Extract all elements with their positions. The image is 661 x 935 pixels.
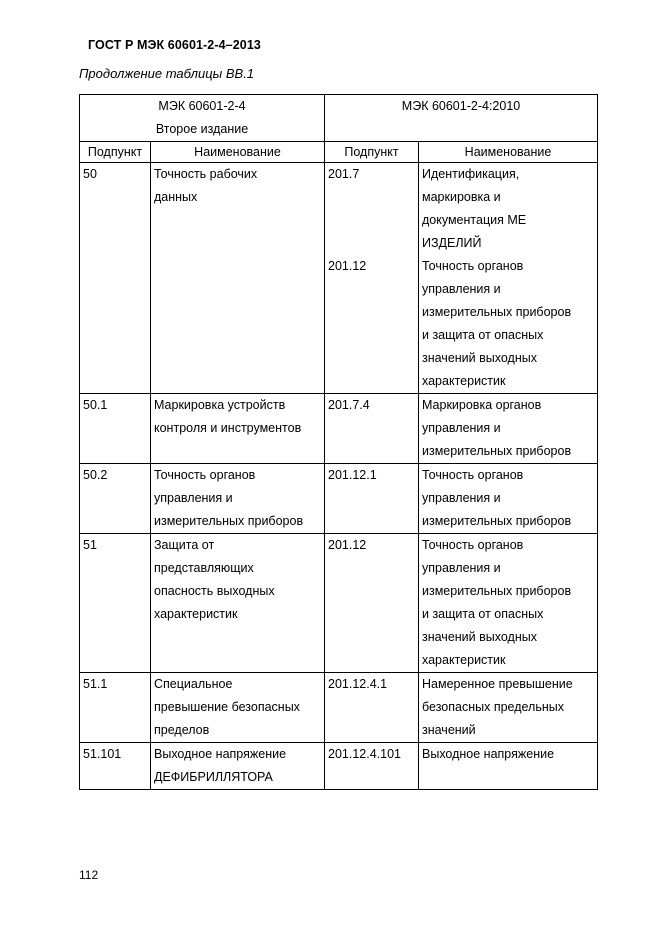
cell-text-line: измерительных приборов — [154, 514, 304, 528]
cell-text-line: 50 — [83, 167, 97, 181]
cell-spacer — [328, 209, 415, 232]
cell-text-line: ИЗДЕЛИЙ — [422, 236, 482, 250]
table-row — [80, 394, 598, 464]
cell-text-line: Точность органов — [422, 468, 524, 482]
cell-text-line: превышение безопасных — [154, 700, 300, 714]
subclause-cell — [325, 163, 419, 394]
cell-text-line: данных — [154, 190, 198, 204]
name-cell — [419, 464, 598, 534]
cell-text-line: документация МЕ — [422, 213, 527, 227]
name-cell — [419, 673, 598, 743]
document-header: ГОСТ Р МЭК 60601-2-4–2013 — [88, 38, 261, 52]
cell-text-line: 50.1 — [83, 398, 108, 412]
cell-text-line: значений — [422, 723, 476, 737]
subclause-cell — [325, 673, 419, 743]
cell-text-line: Специальное — [154, 677, 233, 691]
subclause-cell — [80, 534, 151, 673]
subclause-cell — [80, 743, 151, 790]
cell-text-line: 51.101 — [83, 747, 122, 761]
subclause-cell — [80, 673, 151, 743]
table-row — [80, 673, 598, 743]
name-cell — [151, 534, 325, 673]
column-header-subclause: Подпункт — [325, 142, 419, 163]
subclause-cell — [80, 394, 151, 464]
right-group-title: МЭК 60601-2-4:2010 — [401, 99, 521, 113]
cell-text-line: 201.7 — [328, 167, 360, 181]
cell-text-line: представляющих — [154, 561, 254, 575]
cell-spacer — [328, 186, 415, 209]
cell-text-line: Точность рабочих — [154, 167, 258, 181]
left-group-edition: Второе издание — [155, 122, 249, 136]
left-group-title: МЭК 60601-2-4 — [158, 99, 246, 113]
cell-text-line: 50.2 — [83, 468, 108, 482]
cell-text-line: Намеренное превышение — [422, 677, 573, 691]
cell-text-line: 51.1 — [83, 677, 108, 691]
subclause-cell — [80, 464, 151, 534]
cell-text-line: Точность органов — [422, 259, 524, 273]
cell-text-line: Защита от — [154, 538, 215, 552]
cell-text-line: управления и — [422, 421, 501, 435]
cell-text-line: измерительных приборов — [422, 444, 572, 458]
cell-text-line: опасность выходных — [154, 584, 275, 598]
cell-text-line: характеристик — [422, 374, 506, 388]
cell-text-line: 51 — [83, 538, 97, 552]
column-header-subclause: Подпункт — [80, 142, 151, 163]
cell-text-line: 201.12 — [328, 538, 367, 552]
cell-text-line: Точность органов — [154, 468, 256, 482]
cell-text-line: характеристик — [154, 607, 238, 621]
table-group-header-row — [80, 95, 598, 142]
cell-text-line: управления и — [422, 282, 501, 296]
table-column-header-row — [80, 142, 598, 163]
cell-text-line: и защита от опасных — [422, 607, 544, 621]
subclause-cell — [80, 163, 151, 394]
name-cell — [419, 163, 598, 394]
name-cell — [419, 394, 598, 464]
page-number: 112 — [79, 868, 99, 882]
cell-text-line: 201.12 — [328, 259, 367, 273]
cell-text-line: значений выходных — [422, 351, 537, 365]
cell-text-line: управления и — [154, 491, 233, 505]
subclause-cell — [325, 464, 419, 534]
name-cell — [151, 163, 325, 394]
column-header-name: Наименование — [151, 142, 325, 163]
cell-text-line: пределов — [154, 723, 210, 737]
cell-text-line: значений выходных — [422, 630, 537, 644]
cell-spacer — [328, 232, 415, 255]
name-cell — [151, 743, 325, 790]
cell-text-line: безопасных предельных — [422, 700, 564, 714]
subclause-cell — [325, 394, 419, 464]
right-group-header — [325, 95, 598, 142]
table-row — [80, 464, 598, 534]
cell-text-line: 201.12.4.101 — [328, 747, 401, 761]
cell-text-line: 201.12.1 — [328, 468, 377, 482]
cell-text-line: Маркировка органов — [422, 398, 542, 412]
cell-text-line: ДЕФИБРИЛЛЯТОРА — [154, 770, 273, 784]
column-header-name: Наименование — [419, 142, 598, 163]
name-cell — [419, 743, 598, 790]
name-cell — [419, 534, 598, 673]
cell-text-line: и защита от опасных — [422, 328, 544, 342]
table-row — [80, 163, 598, 394]
cell-text-line: характеристик — [422, 653, 506, 667]
cell-text-line: измерительных приборов — [422, 584, 572, 598]
name-cell — [151, 394, 325, 464]
name-cell — [151, 673, 325, 743]
subclause-cell — [325, 743, 419, 790]
cell-text-line: Выходное напряжение — [154, 747, 287, 761]
cell-text-line: измерительных приборов — [422, 514, 572, 528]
cell-text-line: 201.7.4 — [328, 398, 370, 412]
table-row — [80, 534, 598, 673]
table-row — [80, 743, 598, 790]
cell-text-line: управления и — [422, 491, 501, 505]
table-continuation-caption: Продолжение таблицы ВВ.1 — [79, 66, 255, 81]
cell-text-line: Идентификация, — [422, 167, 520, 181]
name-cell — [151, 464, 325, 534]
cell-text-line: Выходное напряжение — [422, 747, 555, 761]
subclause-cell — [325, 534, 419, 673]
cell-text-line: Маркировка устройств — [154, 398, 286, 412]
cell-text-line: маркировка и — [422, 190, 501, 204]
left-group-header — [80, 95, 325, 142]
cell-text-line: 201.12.4.1 — [328, 677, 388, 691]
cell-text-line: Точность органов — [422, 538, 524, 552]
cell-text-line: измерительных приборов — [422, 305, 572, 319]
cell-text-line: контроля и инструментов — [154, 421, 302, 435]
cell-text-line: управления и — [422, 561, 501, 575]
correspondence-table — [79, 94, 598, 790]
